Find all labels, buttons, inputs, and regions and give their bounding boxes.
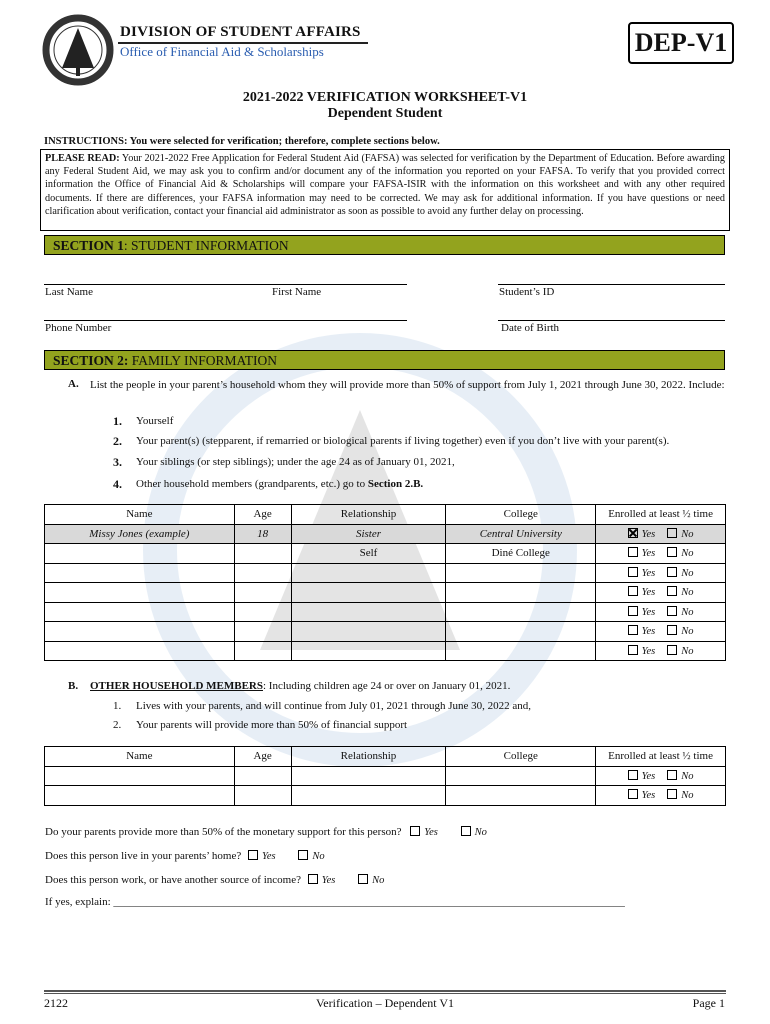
explain-field[interactable]: If yes, explain: _____________________________________________________________________________________________	[45, 896, 625, 908]
yes-checkbox[interactable]	[628, 625, 638, 635]
first-name-label: First Name	[272, 286, 322, 298]
name-field-line[interactable]	[44, 284, 407, 285]
list-item-num: 1.	[113, 414, 122, 428]
no-checkbox[interactable]	[667, 606, 677, 616]
other-members-table	[44, 746, 726, 806]
no-checkbox[interactable]	[358, 874, 368, 884]
list-item-num: 1.	[113, 700, 122, 712]
dine-college-logo-icon	[40, 6, 116, 98]
enrolled-options: Yes No	[596, 563, 726, 583]
list-item-num: 2.	[113, 719, 122, 731]
example-college: Central University	[446, 524, 596, 544]
yes-checkbox[interactable]	[308, 874, 318, 884]
part-b-heading: OTHER HOUSEHOLD MEMBERS: Including children age 24 or over on January 01, 2021.	[90, 680, 511, 692]
table-row[interactable]	[45, 766, 726, 786]
example-relationship: Sister	[291, 524, 446, 544]
dob-label: Date of Birth	[501, 322, 560, 334]
dob-field-line[interactable]	[498, 320, 725, 321]
list-item: Other household members (grandparents, etc.) go to Section 2.B.	[136, 478, 424, 490]
division-title: DIVISION OF STUDENT AFFAIRS	[120, 24, 361, 40]
table-header-row	[45, 747, 726, 767]
self-college: Diné College	[446, 544, 596, 564]
phone-field-line[interactable]	[44, 320, 407, 321]
section2-num: SECTION 2:	[53, 353, 129, 368]
col-college-header: College	[446, 747, 596, 767]
no-checkbox[interactable]	[461, 826, 471, 836]
footer-rule	[44, 990, 726, 992]
question-live: Does this person live in your parents’ home? Yes No	[45, 850, 325, 862]
please-read-text: Your 2021-2022 Free Application for Federal Student Aid (FAFSA) was selected for verification by the Department of Education. Before awarding any Federal Student Aid, we may ask you to confirm and/or document any of the information you reported on your FAFSA. To verify that you provided correct information the Office of Financial Aid & Scholarships will compare your FAFSA-ISIR with the information on this worksheet and with any other required documents. If there are differences, your FAFSA information may need to be corrected. We may ask for additional information. If you have questions or need clarification about verification, contact your financial aid administrator as soon as possible to avoid any further delay on processing.	[45, 153, 725, 217]
yes-checkbox[interactable]	[628, 770, 638, 780]
no-checkbox[interactable]	[667, 625, 677, 635]
section1-name: : STUDENT INFORMATION	[123, 238, 289, 253]
no-checkbox[interactable]	[667, 567, 677, 577]
student-id-label: Student’s ID	[499, 286, 555, 298]
section-2b-ref: Section 2.B.	[367, 478, 424, 490]
col-enrolled-header: Enrolled at least ½ time	[596, 505, 726, 525]
table-row[interactable]	[45, 622, 726, 642]
table-row[interactable]	[45, 583, 726, 603]
footer-form-number: 2122	[44, 996, 68, 1010]
enrolled-options: Yes No	[596, 766, 726, 786]
table-row[interactable]	[45, 641, 726, 661]
enrolled-options: Yes No	[596, 641, 726, 661]
worksheet-subtitle: Dependent Student	[327, 106, 443, 121]
example-age: 18	[234, 524, 291, 544]
table-row-example	[45, 524, 726, 544]
self-relationship: Self	[291, 544, 446, 564]
list-item: Lives with your parents, and will continue from July 01, 2021 through June 30, 2022 and,	[136, 700, 532, 712]
part-a-text: List the people in your parent’s household whom they will provide more than 50% of support from July 1, 2021 through June 30, 2022. Include:	[90, 379, 725, 391]
section1-num: SECTION 1	[53, 238, 124, 253]
yes-checkbox[interactable]	[628, 586, 638, 596]
form-code-badge: DEP-V1	[628, 22, 734, 64]
yes-checkbox[interactable]	[410, 826, 420, 836]
list-item: Yourself	[136, 415, 174, 427]
section2-header	[44, 350, 725, 370]
table-header-row	[45, 505, 726, 525]
col-name-header: Name	[45, 505, 235, 525]
list-item-num: 2.	[113, 434, 122, 448]
no-checkbox[interactable]	[667, 789, 677, 799]
col-relationship-header: Relationship	[291, 747, 446, 767]
yes-checkbox[interactable]	[628, 547, 638, 557]
table-row[interactable]	[45, 544, 726, 564]
section1-header	[44, 235, 725, 255]
question-support: Do your parents provide more than 50% of the monetary support for this person? Yes No	[45, 826, 487, 838]
list-item-num: 3.	[113, 455, 122, 469]
office-name: Office of Financial Aid & Scholarships	[120, 44, 324, 59]
col-enrolled-header: Enrolled at least ½ time	[596, 747, 726, 767]
instructions: INSTRUCTIONS: You were selected for verification; therefore, complete sections below.	[44, 136, 440, 147]
yes-checkbox[interactable]	[628, 567, 638, 577]
table-row[interactable]	[45, 602, 726, 622]
table-row[interactable]	[45, 563, 726, 583]
question-income: Does this person work, or have another source of income? Yes No	[45, 874, 385, 886]
checkbox-icon	[667, 528, 677, 538]
table-row[interactable]	[45, 786, 726, 806]
col-name-header: Name	[45, 747, 235, 767]
student-id-field-line[interactable]	[498, 284, 725, 285]
list-item: Your parents will provide more than 50% of financial support	[136, 719, 408, 731]
part-a-label: A.	[68, 378, 79, 390]
no-checkbox[interactable]	[667, 586, 677, 596]
please-read-label: PLEASE READ:	[45, 153, 120, 164]
checkbox-checked-icon	[628, 528, 638, 538]
footer-title: Verification – Dependent V1	[315, 996, 455, 1010]
yes-checkbox[interactable]	[628, 645, 638, 655]
section2-name: FAMILY INFORMATION	[128, 353, 278, 368]
enrolled-options: Yes No	[596, 583, 726, 603]
no-checkbox[interactable]	[667, 770, 677, 780]
worksheet-title: 2021-2022 VERIFICATION WORKSHEET-V1	[242, 90, 528, 105]
no-checkbox[interactable]	[667, 547, 677, 557]
enrolled-options: Yes No	[596, 544, 726, 564]
part-b-label: B.	[68, 680, 79, 692]
page-number: Page 1	[692, 996, 725, 1010]
list-item: Your siblings (or step siblings); under the age 24 as of January 01, 2021,	[136, 456, 455, 468]
list-item-num: 4.	[113, 477, 122, 491]
no-checkbox[interactable]	[298, 850, 308, 860]
yes-checkbox[interactable]	[628, 606, 638, 616]
phone-label: Phone Number	[45, 322, 112, 334]
please-read-box	[40, 149, 730, 231]
example-name: Missy Jones (example)	[45, 524, 235, 544]
enrolled-options: Yes No	[596, 602, 726, 622]
col-college-header: College	[446, 505, 596, 525]
col-relationship-header: Relationship	[291, 505, 446, 525]
example-enrolled: Yes No	[596, 524, 726, 544]
last-name-label: Last Name	[45, 286, 93, 298]
yes-checkbox[interactable]	[628, 789, 638, 799]
col-age-header: Age	[234, 747, 291, 767]
household-table	[44, 504, 726, 661]
footer-rule-thin	[44, 993, 726, 994]
col-age-header: Age	[234, 505, 291, 525]
yes-checkbox[interactable]	[248, 850, 258, 860]
enrolled-options: Yes No	[596, 622, 726, 642]
no-checkbox[interactable]	[667, 645, 677, 655]
enrolled-options: Yes No	[596, 786, 726, 806]
list-item: Your parent(s) (stepparent, if remarried or biological parents if living together) even if you don’t live with your parent(s).	[136, 435, 670, 447]
